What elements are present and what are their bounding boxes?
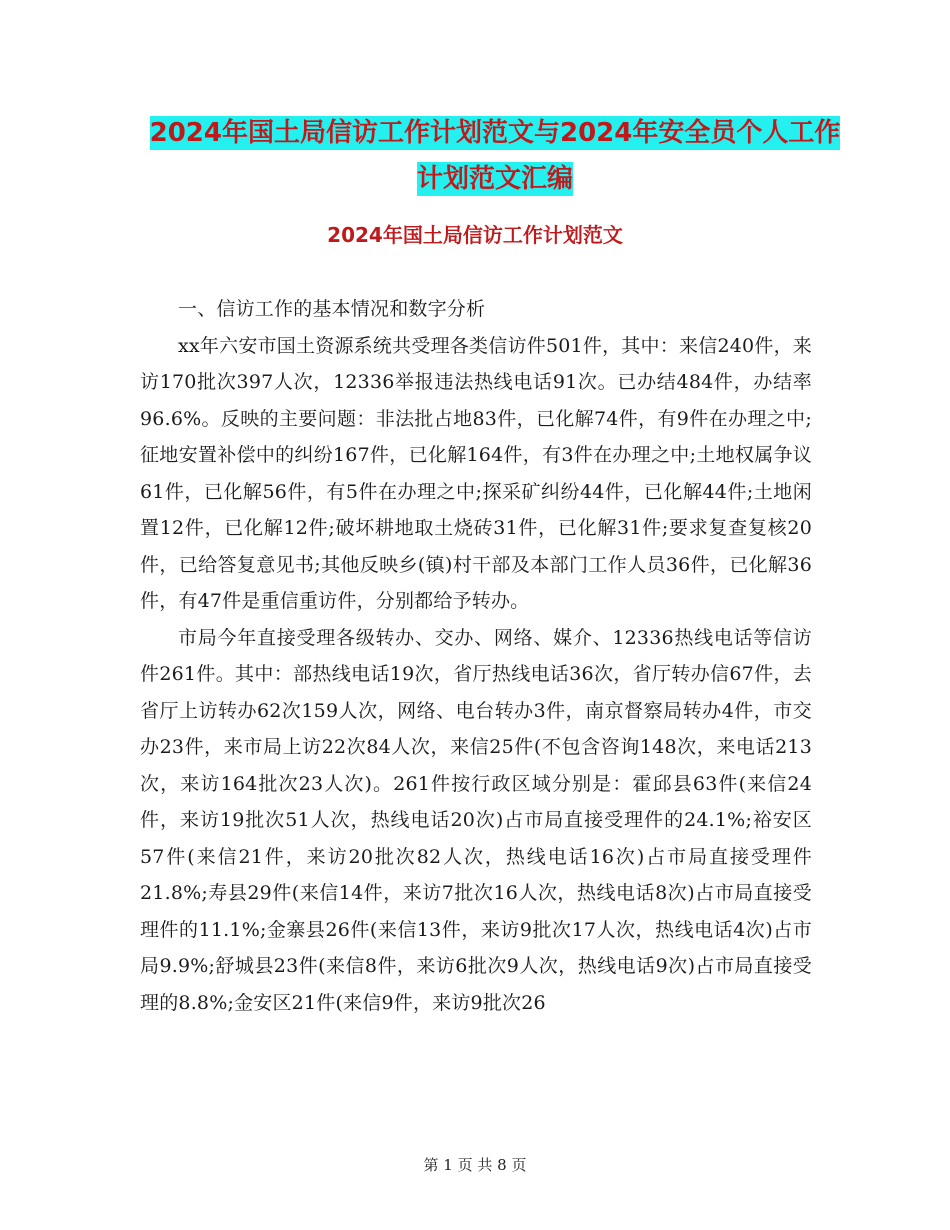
page-footer: 第 1 页 共 8 页 (423, 1156, 527, 1174)
section-title: 2024年国土局信访工作计划范文 (327, 223, 623, 247)
title-highlight: 2024年国土局信访工作计划范文与2024年安全员个人工作计划范文汇编 (149, 118, 841, 194)
heading-basic-situation: 一、信访工作的基本情况和数字分析 (178, 298, 486, 320)
paragraph-city-bureau-cases: 市局今年直接受理各级转办、交办、网络、媒介、12336热线电话等信访件261件。其中：部热线电话19次，省厅热线电话36次，省厅转办信67件，去省厅上访转办62次159人次，网络、电台转办3件，南京督察局转办4件，市交办23件，来市局上访22次84人次，来信25件(不包含咨询148次，来电话213次，来访164批次23人次)。261件按行政区域分别是：霍邱县63件(来信24件，来访19批次51人次，热线电话20次)占市局直接受理件的24.1%;裕安区57件(来信21件，来访20批次82人次，热线电话16次)占市局直接受理件21.8%;寿县29件(来信14件，来访7批次16人次，热线电话8次)占市局直接受理件的11.1%;金寨县26件(来信13件，来访9批次17人次，热线电话4次)占市局9.9%;舒城县23件(来信8件，来访6批次9人次，热线电话9次)占市局直接受理的8.8%;金安区21件(来信9件，来访9批次26 (140, 626, 812, 1014)
document-title (140, 110, 850, 202)
document-body (140, 291, 812, 1021)
paragraph-statistics-2023: xx年六安市国土资源系统共受理各类信访件501件，其中：来信240件，来访170批次397人次，12336举报违法热线电话91次。已办结484件，办结率96.6%。反映的主要问题：非法批占地83件，已化解74件，有9件在办理之中;征地安置补偿中的纠纷167件，已化解164件，有3件在办理之中;土地权属争议61件，已化解56件，有5件在办理之中;探采矿纠纷44件，已化解44件;土地闲置12件，已化解12件;破坏耕地取土烧砖31件，已化解31件;要求复查复核20件，已给答复意见书;其他反映乡(镇)村干部及本部门工作人员36件，已化解36件，有47件是重信重访件，分别都给予转办。 (140, 334, 812, 612)
